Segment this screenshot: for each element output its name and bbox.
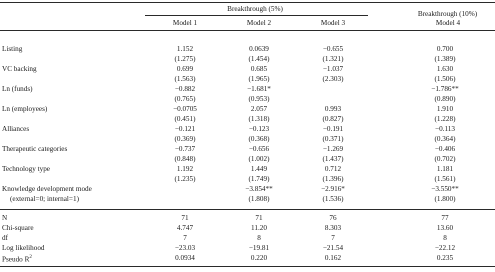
cell-therapeutic-m3: −1.269 <box>322 145 344 153</box>
stat-chi-m2: 11.20 <box>251 224 267 232</box>
cell-funds-m1: −0.882 <box>174 85 196 93</box>
cell-vc-m3: −1.037 <box>322 65 344 73</box>
cell-alliances-m3: −0.191 <box>322 125 344 133</box>
header-rule <box>0 30 495 31</box>
se-vc-m1: (1.563) <box>174 75 196 83</box>
se-technology-m4: (1.561) <box>434 175 456 183</box>
model-1-header: Model 1 <box>172 19 198 27</box>
cell-knowledge-m3: −2.916* <box>321 185 345 193</box>
stat-df-m1: 7 <box>183 234 187 242</box>
stat-n-m2: 71 <box>255 214 263 222</box>
se-employees-m1: (0.451) <box>174 115 196 123</box>
stat-label-pseudo-r2 <box>2 255 32 264</box>
se-listing-m1: (1.275) <box>174 55 196 63</box>
cell-knowledge-m2: −3.854** <box>245 185 273 193</box>
top-rule <box>0 2 495 3</box>
row-label-ln-funds: Ln (funds) <box>2 85 33 93</box>
row-label-alliances: Alliances <box>2 125 30 133</box>
se-listing-m2: (1.454) <box>248 55 270 63</box>
cell-alliances-m4: −0.113 <box>435 125 455 133</box>
se-employees-m2: (1.318) <box>248 115 270 123</box>
stat-label-n: N <box>2 214 8 222</box>
cell-technology-m4: 1.181 <box>436 165 454 173</box>
stat-df-m2: 8 <box>257 234 261 242</box>
se-listing-m4: (1.389) <box>434 55 456 63</box>
cell-therapeutic-m4: −0.406 <box>434 145 456 153</box>
group-header-5pct: Breakthrough (5%) <box>227 5 283 13</box>
stat-ll-m4: −22.12 <box>434 244 456 252</box>
model-4-header: Model 4 <box>435 19 461 27</box>
se-employees-m3: (0.827) <box>322 115 344 123</box>
se-therapeutic-m4: (0.702) <box>434 155 456 163</box>
cell-therapeutic-m1: −0.737 <box>174 145 196 153</box>
stat-n-m1: 71 <box>181 214 189 222</box>
cell-technology-m2: 1.449 <box>250 165 268 173</box>
row-label-listing: Listing <box>2 45 23 53</box>
cell-employees-m4: 1.910 <box>436 105 454 113</box>
row-label-therapeutic: Therapeutic categories <box>2 145 68 153</box>
row-label-technology: Technology type <box>2 165 50 173</box>
cell-alliances-m2: −0.123 <box>248 125 270 133</box>
se-technology-m3: (1.396) <box>322 175 344 183</box>
cell-employees-m3: 0.993 <box>324 105 342 113</box>
se-technology-m1: (1.235) <box>174 175 196 183</box>
cell-therapeutic-m2: −0.656 <box>248 145 270 153</box>
stat-r2-m4: 0.235 <box>436 254 454 262</box>
se-knowledge-m4: (1.800) <box>434 195 456 203</box>
se-therapeutic-m1: (0.848) <box>174 155 196 163</box>
stat-n-m4: 77 <box>441 214 449 222</box>
cell-employees-m1: −0.0705 <box>173 105 197 113</box>
stat-chi-m1: 4.747 <box>176 224 194 232</box>
stat-r2-m1: 0.0934 <box>175 254 195 262</box>
stat-r2-m2: 0.220 <box>250 254 268 262</box>
stats-rule <box>0 209 495 210</box>
stat-r2-m3: 0.162 <box>324 254 342 262</box>
cell-funds-m2: −1.681* <box>247 85 271 93</box>
cell-employees-m2: 2.057 <box>250 105 268 113</box>
row-label-vc-backing: VC backing <box>2 65 37 73</box>
se-alliances-m2: (0.368) <box>248 135 270 143</box>
stat-df-m4: 8 <box>443 234 447 242</box>
stat-ll-m2: −19.81 <box>248 244 270 252</box>
cell-listing-m4: 0.700 <box>436 45 454 53</box>
stat-df-m3: 7 <box>331 234 335 242</box>
stat-ll-m1: −23.03 <box>174 244 196 252</box>
se-technology-m2: (1.749) <box>248 175 270 183</box>
se-alliances-m4: (0.364) <box>434 135 456 143</box>
se-alliances-m3: (0.371) <box>322 135 344 143</box>
stat-n-m3: 76 <box>329 214 337 222</box>
se-knowledge-m3: (1.536) <box>322 195 344 203</box>
se-vc-m4: (1.506) <box>434 75 456 83</box>
cell-knowledge-m4: −3.550** <box>431 185 459 193</box>
cell-vc-m4: 1.630 <box>436 65 454 73</box>
group-underline-5pct <box>145 15 368 16</box>
group-header-10pct: Breakthrough (10%) <box>417 10 478 18</box>
se-vc-m3: (2.303) <box>322 75 344 83</box>
cell-funds-m4: −1.786** <box>431 85 459 93</box>
cell-alliances-m1: −0.121 <box>174 125 196 133</box>
se-vc-m2: (1.965) <box>248 75 270 83</box>
stat-chi-m3: 8.303 <box>324 224 342 232</box>
cell-listing-m2: 0.0639 <box>249 45 269 53</box>
model-2-header: Model 2 <box>246 19 272 27</box>
pseudo-r-superscript: 2 <box>29 255 32 260</box>
se-alliances-m1: (0.369) <box>174 135 196 143</box>
se-knowledge-m2: (1.808) <box>248 195 270 203</box>
row-label-ln-employees: Ln (employees) <box>2 105 48 113</box>
se-therapeutic-m2: (1.002) <box>248 155 270 163</box>
row-label-knowledge-mode-note: (external=0; internal=1) <box>10 195 79 203</box>
stat-ll-m3: −21.54 <box>322 244 344 252</box>
model-3-header: Model 3 <box>320 19 346 27</box>
stat-chi-m4: 13.60 <box>436 224 454 232</box>
cell-technology-m1: 1.192 <box>176 165 194 173</box>
row-label-knowledge-mode: Knowledge development mode <box>2 185 92 193</box>
se-therapeutic-m3: (1.437) <box>322 155 344 163</box>
se-funds-m4: (0.890) <box>434 95 456 103</box>
cell-listing-m3: −0.655 <box>322 45 344 53</box>
pseudo-r-text: Pseudo R <box>2 255 30 264</box>
cell-listing-m1: 1.152 <box>176 45 194 53</box>
cell-technology-m3: 0.712 <box>324 165 342 173</box>
stat-label-log-likelihood: Log likelihood <box>2 244 45 252</box>
se-funds-m2: (0.953) <box>248 95 270 103</box>
stat-label-chi-square: Chi-square <box>2 224 34 232</box>
se-listing-m3: (1.321) <box>322 55 344 63</box>
se-funds-m1: (0.765) <box>174 95 196 103</box>
bottom-rule <box>0 266 495 267</box>
stat-label-df: df <box>2 234 8 242</box>
cell-vc-m1: 0.699 <box>176 65 194 73</box>
cell-vc-m2: 0.685 <box>250 65 268 73</box>
se-employees-m4: (1.228) <box>434 115 456 123</box>
